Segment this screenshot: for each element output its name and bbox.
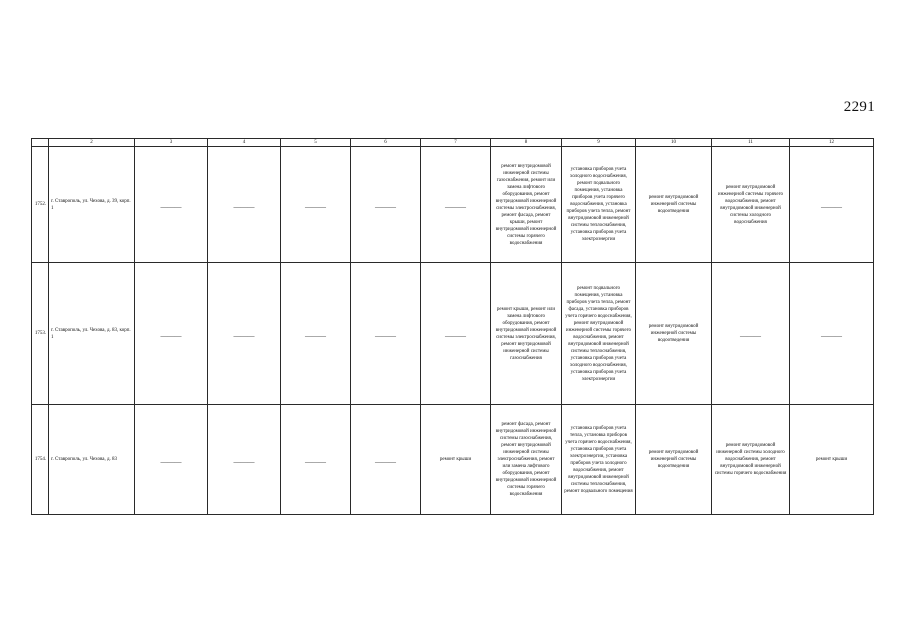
- dash-mark: ———: [375, 457, 396, 466]
- dash-mark: ———: [160, 331, 182, 340]
- works-text: ремонт внутридомовой инженерной системы водоотведения: [648, 324, 699, 343]
- dash-mark: ———: [305, 331, 326, 340]
- works-cell: [636, 147, 712, 263]
- dash-mark: ———: [305, 457, 326, 466]
- empty-cell: [351, 147, 421, 263]
- dash-mark: ———: [233, 331, 255, 340]
- works-cell: [421, 405, 491, 515]
- dash-mark: ———: [160, 457, 182, 466]
- dash-mark: ———: [445, 331, 466, 340]
- works-cell: [562, 405, 636, 515]
- dash-mark: ———: [375, 202, 396, 211]
- empty-cell: [351, 263, 421, 405]
- row-number: 1753.: [32, 263, 49, 405]
- dash-mark: ———: [233, 202, 255, 211]
- dash-mark: ———: [740, 331, 761, 340]
- empty-cell: [790, 147, 874, 263]
- column-number-row: [32, 139, 874, 147]
- header-cell: 3: [135, 139, 208, 147]
- table-row: [32, 405, 874, 515]
- dash-mark: ———: [821, 202, 842, 211]
- address-cell: г. Ставрополь, ул. Чехова, д. 83, корп. 1: [49, 263, 135, 405]
- works-text: ремонт внутридомовой инженерной системы холодного водоснабжения, ремонт внутридомовой инженерной системы горячего водоснабжения: [714, 443, 787, 476]
- header-cell: 11: [712, 139, 790, 147]
- works-text: ремонт внутридомовой инженерной системы водоотведения: [648, 195, 699, 214]
- empty-cell: [281, 147, 351, 263]
- empty-cell: [208, 263, 281, 405]
- works-text: ремонт внутридомовой инженерной системы горячего водоснабжения, ремонт внутридомовой инженерной системы холодного водоснабжения: [717, 184, 784, 225]
- empty-cell: [421, 263, 491, 405]
- works-cell: [491, 147, 562, 263]
- works-text: ремонт фасада, ремонт внутридомовой инженерной системы газоснабжения, ремонт внутридомовой инженерной системы электроснабжения, ремонт или замена лифтового оборудования, ремонт внутридомовой инженерной системы горячего водоснабжения: [495, 422, 557, 497]
- empty-cell: [790, 263, 874, 405]
- empty-cell: [351, 405, 421, 515]
- table-row: [32, 263, 874, 405]
- empty-cell: [208, 147, 281, 263]
- works-table: [31, 138, 874, 515]
- header-cell: 8: [491, 139, 562, 147]
- works-text: ремонт внутридомовой инженерной системы газоснабжения, ремонт или замена лифтового оборудования, ремонт внутридомовой инженерной системы электроснабжения, ремонт фасада, ремонт крыши, ремонт внутридомовой инженерной системы горячего водоснабжения: [495, 163, 557, 246]
- empty-cell: [135, 405, 208, 515]
- works-cell: [712, 405, 790, 515]
- dash-mark: ———: [305, 202, 326, 211]
- header-cell: 5: [281, 139, 351, 147]
- dash-mark: ———: [375, 331, 396, 340]
- works-cell: [712, 147, 790, 263]
- works-text: ремонт внутридомовой инженерной системы водоотведения: [648, 450, 699, 469]
- works-cell: [636, 263, 712, 405]
- works-text: ремонт крыши: [439, 457, 472, 462]
- works-text: ремонт подвального помещения, установка приборов учета тепла, ремонт фасада, установка приборов учета горячего водоснабжения, ремонт внутридомовой инженерной системы горячего водоснабжения, ремонт внутридомовой инженерной системы теплоснабжения, установка приборов учета холодного водоснабжения, установка приборов учета электроэнергии: [565, 285, 632, 382]
- works-text: ремонт крыши: [815, 457, 848, 462]
- header-cell: 10: [636, 139, 712, 147]
- header-cell: 6: [351, 139, 421, 147]
- empty-cell: [281, 263, 351, 405]
- dash-mark: ———: [821, 331, 842, 340]
- dash-mark: ———: [445, 202, 466, 211]
- address-cell: г. Ставрополь, ул. Чехова, д. 39, корп. 1: [49, 147, 135, 263]
- works-cell: [562, 263, 636, 405]
- empty-cell: [135, 263, 208, 405]
- works-cell: [562, 147, 636, 263]
- row-number: 1752.: [32, 147, 49, 263]
- works-text: ремонт крыши, ремонт или замена лифтового оборудования, ремонт внутридомовой инженерной системы электроснабжения, ремонт внутридомовой инженерной системы газоснабжения: [495, 306, 557, 361]
- works-cell: [636, 405, 712, 515]
- row-number: 1754.: [32, 405, 49, 515]
- empty-cell: [712, 263, 790, 405]
- works-text: установка приборов учета тепла, установка приборов учета горячего водоснабжения, установка приборов учета электроэнергии, установка приборов учета холодного водоснабжения, ремонт внутридомовой инженерной системы теплоснабжения, ремонт подвального помещения: [564, 425, 633, 494]
- works-cell: [491, 263, 562, 405]
- works-cell: [790, 405, 874, 515]
- empty-cell: [281, 405, 351, 515]
- dash-mark: ———: [160, 202, 182, 211]
- header-cell: 2: [49, 139, 135, 147]
- table-row: [32, 147, 874, 263]
- header-cell: 12: [790, 139, 874, 147]
- empty-cell: [421, 147, 491, 263]
- works-cell: [491, 405, 562, 515]
- empty-cell: [135, 147, 208, 263]
- empty-cell: [208, 405, 281, 515]
- works-text: установка приборов учета холодного водоснабжения, ремонт подвального помещения, установка приборов учета горячего водоснабжения, установка приборов учета тепла, ремонт внутридомовой инженерной системы теплоснабжения, установка приборов учета электроэнергии: [566, 167, 631, 242]
- dash-mark: ———: [233, 457, 255, 466]
- address-cell: г. Ставрополь, ул. Чехова, д. 83: [49, 405, 135, 515]
- header-cell: 7: [421, 139, 491, 147]
- header-cell: 4: [208, 139, 281, 147]
- page-number: 2291: [843, 99, 875, 115]
- header-cell: 9: [562, 139, 636, 147]
- header-cell: [32, 139, 49, 147]
